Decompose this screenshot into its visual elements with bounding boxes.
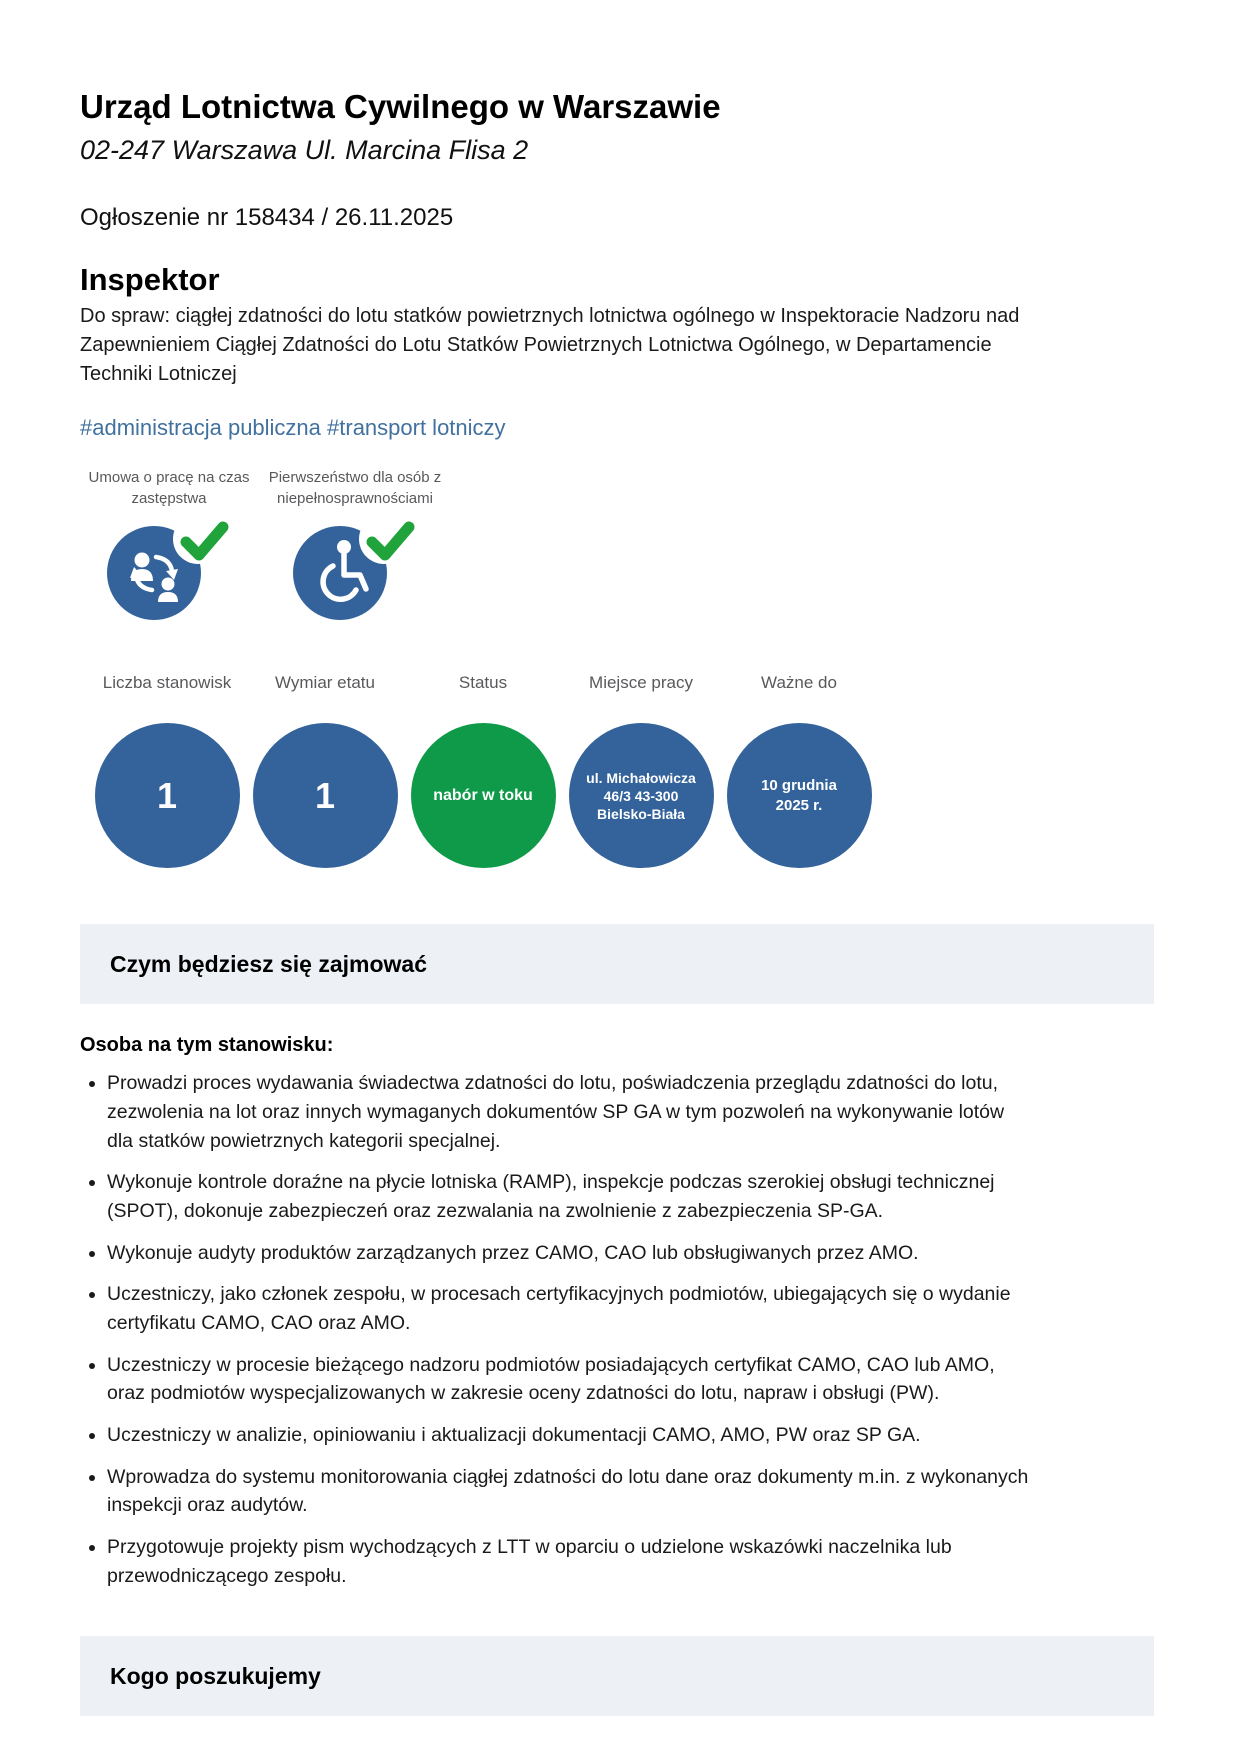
section-title: Kogo poszukujemy (110, 1662, 321, 1689)
section-header-requirements (80, 1636, 1154, 1716)
stat-value: 1 (156, 774, 178, 816)
stat-label: Miejsce pracy (589, 673, 693, 693)
stat-circle (95, 723, 240, 868)
job-description: Do spraw: ciągłej zdatności do lotu statków powietrznych lotnictwa ogólnego w Inspektoracie Nadzoru nad Zapewnieniem Ciągłej Zdatności do Lotu Statków Powietrznych Lotnictwa Ogólnego, w Departamencie Techniki Lotniczej (80, 305, 1020, 386)
organization-address: 02-247 Warszawa Ul. Marcina Flisa 2 (80, 134, 529, 165)
stat-circle-status (411, 723, 556, 868)
hashtag-links[interactable]: #administracja publiczna #transport lotniczy (80, 415, 506, 441)
duty-item: • Prowadzi proces wydawania świadectwa zdatności do lotu, poświadczenia przeglądu zdatności do lotu, zezwolenia na lot oraz innych wymaganych dokumentów SP GA w tym pozwoleń na wykonywanie lotów dla statków powietrznych kategorii specjalnej. (107, 1069, 1032, 1155)
duty-item: • Wykonuje kontrole doraźne na płycie lotniska (RAMP), inspekcje podczas szerokiej obsługi technicznej (SPOT), dokonuje zabezpieczeń oraz zezwalania na zwolnienie z zabezpieczenia SP-GA. (107, 1168, 1032, 1225)
duty-item: • Wykonuje audyty produktów zarządzanych przez CAMO, CAO lub obsługiwanych przez AMO. (107, 1239, 1032, 1268)
stat-fte (246, 673, 404, 868)
section-header-duties (80, 924, 1154, 1004)
duties-list (80, 1069, 1032, 1590)
stat-value: nabór w toku (433, 786, 533, 804)
badge-label: Umowa o pracę na czas zastępstwa (88, 469, 250, 508)
stat-status (404, 673, 562, 868)
stat-circle (569, 723, 714, 868)
stat-label: Ważne do (761, 673, 837, 693)
duty-item: • Uczestniczy w analizie, opiniowaniu i aktualizacji dokumentacji CAMO, AMO, PW oraz SP GA. (107, 1421, 1032, 1450)
stat-circle (253, 723, 398, 868)
badge-label: Pierwszeństwo dla osób z niepełnosprawnościami (268, 469, 442, 508)
stat-value: 10 grudnia 2025 r. (761, 776, 837, 814)
stat-positions-count (88, 673, 246, 868)
stat-label: Status (458, 673, 508, 693)
stat-label: Wymiar etatu (275, 673, 375, 693)
stat-value: 1 (314, 774, 336, 816)
badge-disability-priority (266, 467, 444, 621)
stat-circle (727, 723, 872, 868)
duties-heading: Osoba na tym stanowisku: (80, 1034, 334, 1057)
job-stats-row (88, 673, 1241, 868)
organization-name: Urząd Lotnictwa Cywilnego w Warszawie (80, 88, 721, 125)
contract-badges-row (80, 467, 1241, 621)
section-title: Czym będziesz się zajmować (110, 950, 428, 977)
person-swap-icon (106, 521, 232, 621)
job-title: Inspektor (80, 262, 220, 298)
duty-item: • Przygotowuje projekty pism wychodzących z LTT w oparciu o udzielone wskazówki naczelnika lub przewodniczącego zespołu. (107, 1533, 1032, 1590)
announcement-number: Ogłoszenie nr 158434 / 26.11.2025 (80, 204, 454, 232)
stat-workplace (562, 673, 720, 868)
duty-item: • Wprowadza do systemu monitorowania ciągłej zdatności do lotu dane oraz dokumenty m.in. z wykonanych inspekcji oraz audytów. (107, 1463, 1032, 1520)
wheelchair-icon (292, 521, 418, 621)
duty-item: • Uczestniczy, jako członek zespołu, w procesach certyfikacyjnych podmiotów, ubiegających się o wydanie certyfikatu CAMO, CAO oraz AMO. (107, 1280, 1032, 1337)
badge-substitution-contract (80, 467, 258, 621)
stat-label: Liczba stanowisk (102, 673, 232, 693)
stat-valid-until (720, 673, 878, 868)
stat-value: ul. Michałowicza 46/3 43-300 Bielsko-Biała (586, 769, 696, 822)
duty-item: • Uczestniczy w procesie bieżącego nadzoru podmiotów posiadających certyfikat CAMO, CAO lub AMO, oraz podmiotów wyspecjalizowanych w zakresie oceny zdatności do lotu, napraw i obsługi (PW). (107, 1351, 1032, 1408)
